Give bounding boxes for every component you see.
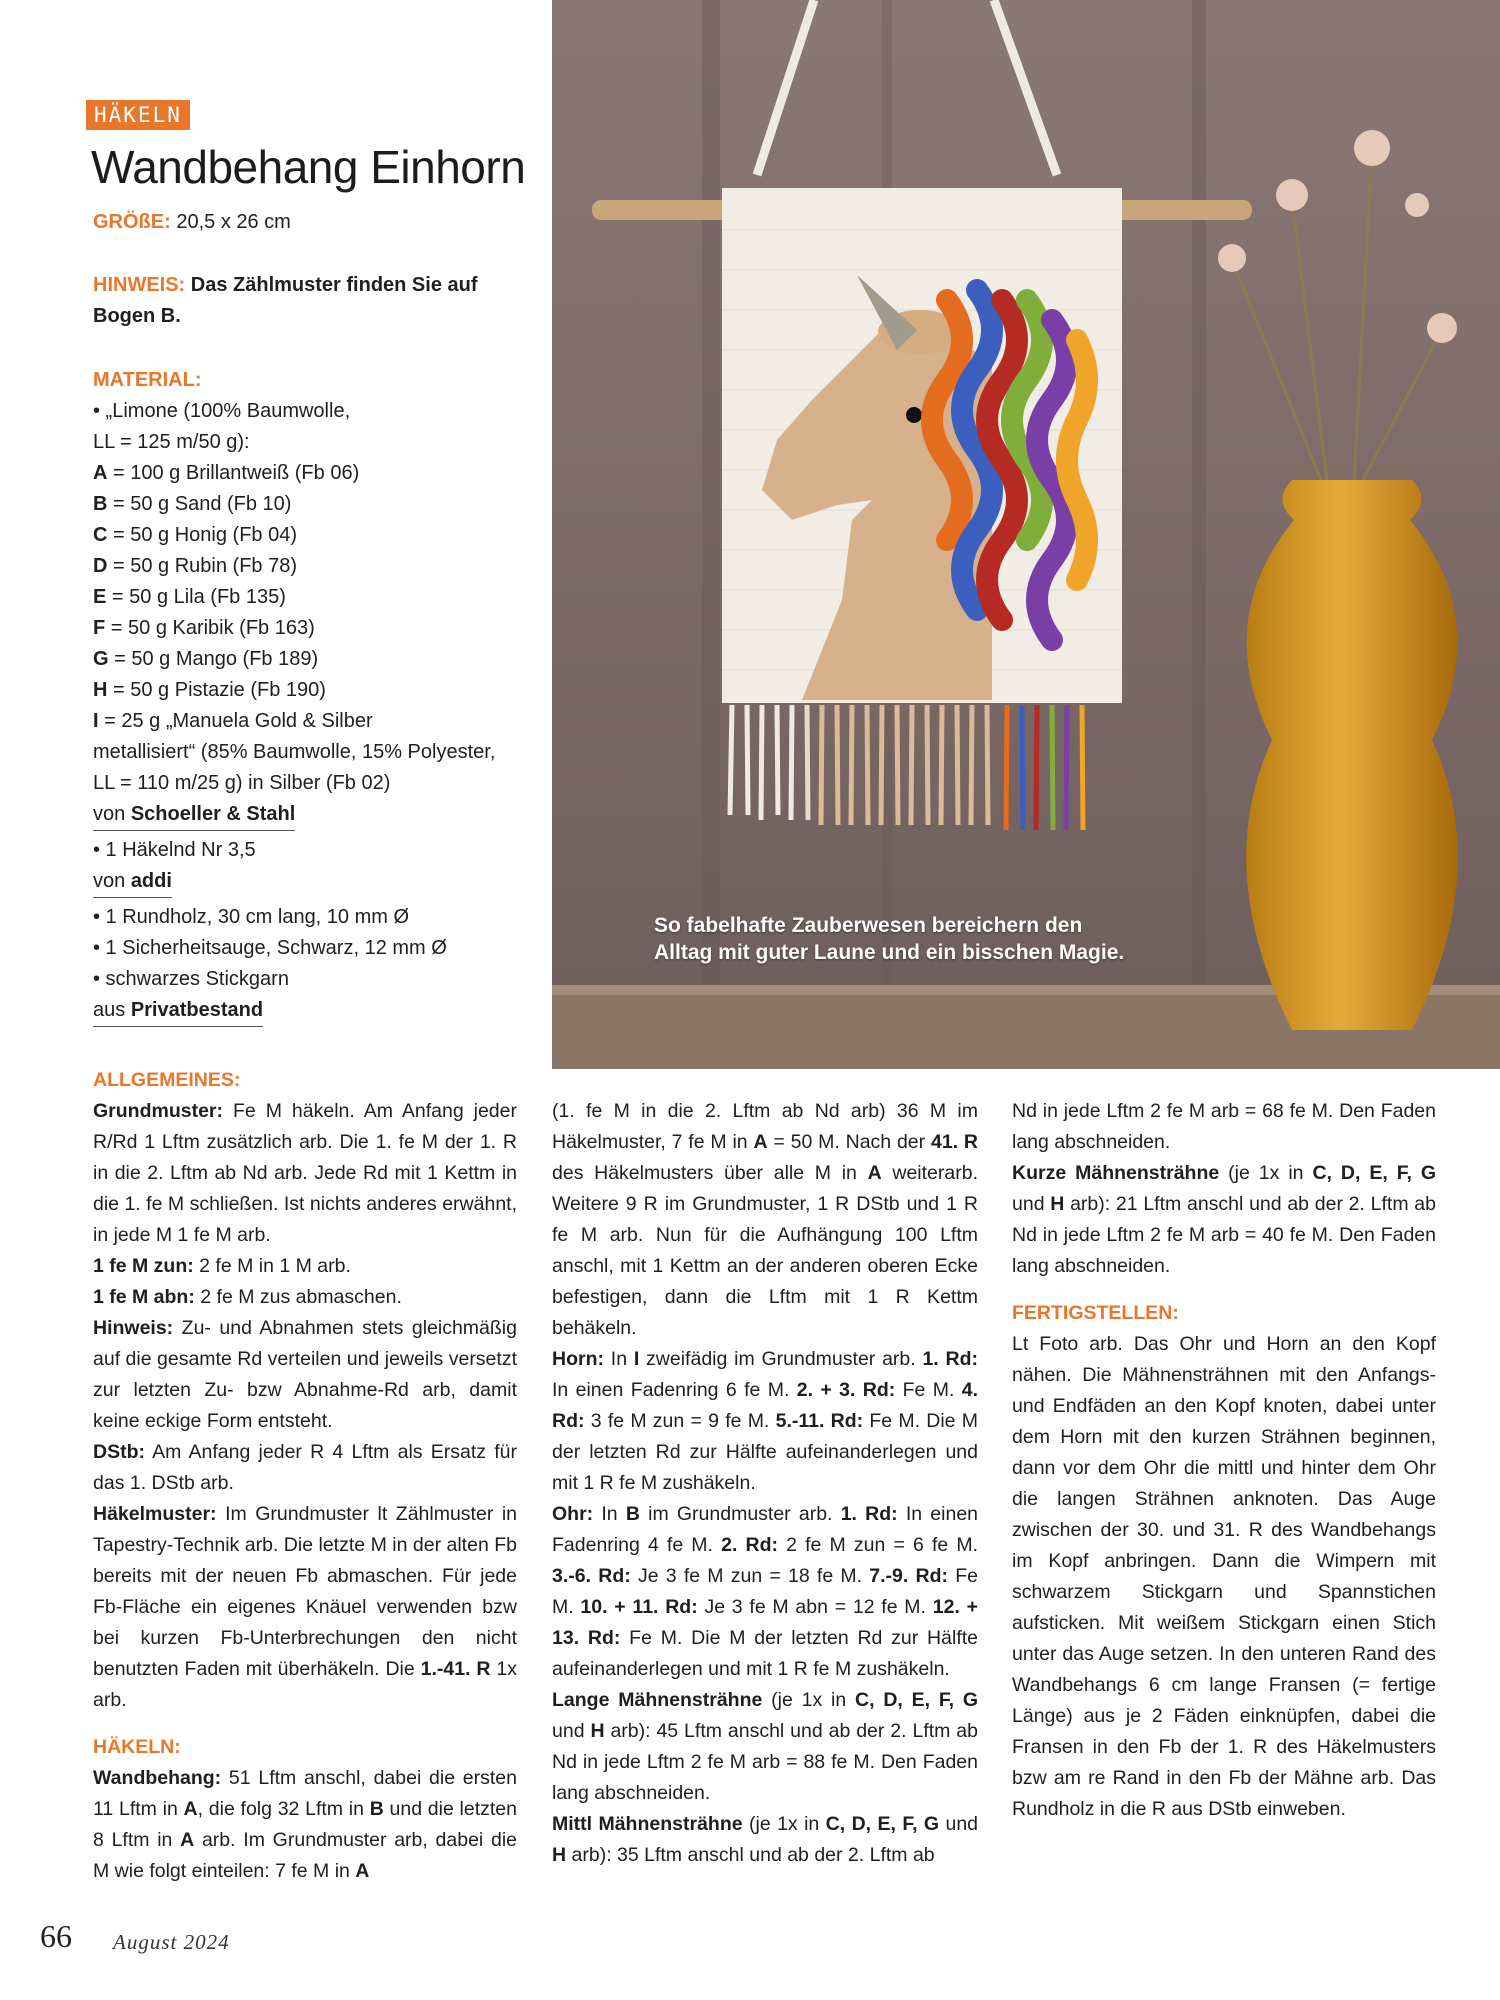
material-line-4: LL = 110 m/25 g) in Silber (Fb 02) [93,772,391,794]
yarn-list [93,458,523,737]
term-lange-maehne: Lange Mähnensträhne [552,1689,763,1711]
para-dstb [93,1437,517,1499]
size-value: 20,5 x 26 cm [176,211,291,233]
yarn-desc: = 25 g „Manuela Gold & Silber [98,710,373,732]
text-horn-2: zweifädig im Grundmuster arb. [639,1348,923,1370]
yarn-key: H [93,679,108,701]
term-rows: 1.-41. R [420,1658,491,1680]
yarn-a: A [753,1131,768,1153]
supplier-2-name: addi [130,870,172,892]
yarn-list-inline: C, D, E, F, G [855,1689,978,1711]
yarn-desc: = 50 g Rubin (Fb 78) [107,555,298,577]
supplier-3 [93,995,523,1027]
size-line [93,207,523,238]
page-number: 66 [40,1918,72,1954]
text-ohr-4: 2 fe M zun = 6 fe M. [778,1534,979,1556]
yarn-desc: = 50 g Lila (Fb 135) [106,586,286,608]
heading-allgemeines: ALLGEMEINES: [93,1069,241,1091]
yarn-desc: = 50 g Sand (Fb 10) [107,493,292,515]
extra-line-2: • 1 Sicherheitsauge, Schwarz, 12 mm Ø [93,937,447,959]
term-abn: 1 fe M abn: [93,1286,195,1308]
yarn-key: E [93,586,107,608]
text-lang-1: (je 1x in [762,1689,856,1711]
yarn-h: H [590,1720,605,1742]
column-3 [1012,1096,1436,1825]
term-rd: 2. + 3. Rd: [796,1379,896,1401]
text-kurz-1: (je 1x in [1219,1162,1313,1184]
text-ohr-8: Fe M. Die M der letzten Rd zur Hälfte aufeinanderlegen und mit 1 R fe M zushäkeln. [552,1627,978,1680]
yarn-desc: = 50 g Karibik (Fb 163) [105,617,315,639]
para-mittl-maehne [552,1809,978,1871]
text-ohr-3: In einen Fadenring 4 fe M. [552,1503,979,1556]
term-mittl-maehne: Mittl Mähnensträhne [552,1813,743,1835]
supplier-1 [93,799,523,831]
text-grundmuster: Fe M häkeln. Am Anfang jeder R/Rd 1 Lftm zusätzlich arb. Die 1. fe M der 1. R in die 2. Lftm ab Nd arb. Jede Rd mit 1 Kettm in die 1. fe M schließen. Ist nichts anderes erwähnt, in jede M 1 fe M arb. [93,1100,517,1246]
para-abn [93,1282,517,1313]
material-line-1: • „Limone (100% Baumwolle, [93,400,351,422]
text-lang-2: und [552,1720,591,1742]
material-line-3: metallisiert“ (85% Baumwolle, 15% Polyester, [93,741,496,763]
yarn-a: A [183,1798,198,1820]
yarn-item [93,675,523,706]
term-rd: 1. Rd: [922,1348,978,1370]
supplier-3-name: Privatbestand [130,999,264,1021]
yarn-desc: = 50 g Mango (Fb 189) [108,648,319,670]
category-tag: HÄKELN [86,100,190,130]
caption-line-1: So fabelhafte Zauberwesen bereichern den [654,914,1083,937]
yarn-b: B [625,1503,640,1525]
yarn-item [93,644,523,675]
term-wandbehang: Wandbehang: [93,1767,222,1789]
yarn-desc: = 100 g Brillantweiß (Fb 06) [107,462,360,484]
yarn-a: A [355,1860,370,1882]
text-horn-6: Fe M. Die M der letzten Rd zur Hälfte aufeinanderlegen und mit 1 R fe M zushäkeln. [552,1410,978,1494]
text-mittl-3: arb): 35 Lftm anschl und ab der 2. Lftm ab [566,1844,935,1866]
note-block [93,270,523,332]
yarn-h: H [552,1844,567,1866]
yarn-list-inline: C, D, E, F, G [825,1813,940,1835]
supplier-2 [93,866,523,898]
text-horn-4: Fe M. [895,1379,962,1401]
caption-line-2: Alltag mit guter Laune und ein bisschen Magie. [654,941,1125,964]
yarn-desc: = 50 g Pistazie (Fb 190) [107,679,326,701]
yarn-key: A [93,462,108,484]
text-kurz-2: und [1012,1193,1051,1215]
term-kurze-maehne: Kurze Mähnensträhne [1012,1162,1220,1184]
yarn-key: G [93,648,109,670]
text-lang-3: arb): 45 Lftm anschl und ab der 2. Lftm ab Nd in jede Lftm 2 fe M arb = 88 fe M. Den Faden lang abschneiden. [552,1720,979,1804]
text-hinweis: Zu- und Abnahmen stets gleichmäßig auf die gesamte Rd verteilen und jeweils versetzt zur letzten Zu- bzw Abnahme-Rd arb, damit keine eckige Form entsteht. [93,1317,517,1432]
term-rd: 4. Rd: [552,1379,979,1432]
text-kurz-3: arb): 21 Lftm anschl und ab der 2. Lftm ab Nd in jede Lftm 2 fe M arb = 40 fe M. Den Faden lang abschneiden. [1012,1193,1436,1277]
para-horn [552,1344,978,1499]
yarn-h: H [1050,1193,1065,1215]
term-ohr: Ohr: [552,1503,594,1525]
text-wand-3: und die letzten 8 Lftm in [93,1798,517,1851]
para-haekelmuster [93,1499,517,1716]
text-haekelmuster: Im Grundmuster lt Zählmuster in Tapestry-Technik arb. Die letzte M in der alten Fb bereits mit der neuen Fb abmaschen. Für jede Fb-Fläche ein eigenes Knäuel verwenden bzw bei kurzen Fb-Unterbrechungen den nicht benutzten Faden mit überhäkeln. Die [93,1503,517,1680]
text-zun: 2 fe M in 1 M arb. [193,1255,351,1277]
para-kurze-maehne [1012,1158,1436,1282]
term-rd: 12. + 13. Rd: [552,1596,978,1649]
para-grundmuster [93,1096,517,1251]
term-zun: 1 fe M zun: [93,1255,194,1277]
yarn-key: F [93,617,106,639]
note-label: HINWEIS: [93,274,186,296]
yarn-key: C [93,524,108,546]
yarn-desc: = 50 g Honig (Fb 04) [107,524,298,546]
text-ohr-2: im Grundmuster arb. [639,1503,841,1525]
para-hinweis [93,1313,517,1437]
yarn-item [93,582,523,613]
yarn-key: D [93,555,108,577]
term-grundmuster: Grundmuster: [93,1100,224,1122]
supplier-1-prefix: von [93,803,131,825]
text-wand-2: , die folg 32 Lftm in [197,1798,370,1820]
term-row-41: 41. R [930,1131,979,1153]
term-rd: 2. Rd: [721,1534,778,1556]
supplier-2-prefix: von [93,870,131,892]
yarn-i: I [633,1348,640,1370]
text-c2-4: weiterarb. Weitere 9 R im Grundmuster, 1 R DStb und 1 R fe M arb. Nun für die Aufhängung 100 Lftm anschl, mit 1 Kettm an der anderen oberen Ecke befestigen, dann die Lftm mit 1 R Kettm behäkeln. [552,1162,978,1339]
text-wand-1: 51 Lftm anschl, dabei die ersten 11 Lftm in [93,1767,517,1820]
yarn-item [93,458,523,489]
para-fertigstellen: Lt Foto arb. Das Ohr und Horn an den Kopf nähen. Die Mähnensträhnen mit den Anfangs- und Endfäden an den Kopf knoten, dabei unter dem Horn mit den kurzen Strähnen beginnen, dann vor dem Ohr die mittl und hinter dem Ohr die langen Strähnen anknoten. Das Auge zwischen der 30. und 31. R des Wandbehangs im Kopf anbringen. Dann die Wimpern mit schwarzem Stickgarn und Spannstichen aufsticken. Mit weißem Stickgarn einen Stich unter das Auge setzen. In den unteren Rand des Wandbehangs 6 cm lange Fransen (= fertige Länge) aus je 2 Fäden einknüpfen, dabei die Fransen in den Fb der 1. R des Häkelmusters bzw am re Rand in den Fb der Mähne arb. Das Rundholz in die R aus DStb einweben. [1012,1333,1436,1820]
text-mittl-1: (je 1x in [742,1813,826,1835]
yarn-item [93,551,523,582]
material-line-2: LL = 125 m/50 g): [93,431,250,453]
term-rd: 5.-11. Rd: [775,1410,864,1432]
column-1 [93,1065,517,1887]
column-2 [552,1096,978,1871]
term-rd: 10. + 11. Rd: [580,1596,698,1618]
term-rd: 1. Rd: [840,1503,898,1525]
hook-line: • 1 Häkelnd Nr 3,5 [93,839,256,861]
note-text-2: Bogen B. [93,305,181,327]
term-dstb: DStb: [93,1441,145,1463]
term-rd: 3.-6. Rd: [552,1565,631,1587]
para-wandbehang [93,1763,517,1887]
yarn-item [93,520,523,551]
product-photo [552,0,1500,1069]
text-ohr-7: Je 3 fe M abn = 12 fe M. [697,1596,933,1618]
yarn-key: I [93,710,99,732]
term-hinweis: Hinweis: [93,1317,174,1339]
para-c3-continue: Nd in jede Lftm 2 fe M arb = 68 fe M. Den Faden lang abschneiden. [1012,1100,1436,1153]
text-c2-1: (1. fe M in die 2. Lftm ab Nd arb) 36 M im Häkelmuster, 7 fe M in [552,1100,978,1153]
heading-haekeln: HÄKELN: [93,1736,181,1758]
photo-caption [654,912,1174,966]
yarn-b: B [369,1798,384,1820]
material-block [93,365,523,1027]
term-horn: Horn: [552,1348,604,1370]
extra-line-3: • schwarzes Stickgarn [93,968,289,990]
text-ohr-6: Fe M. [552,1565,978,1618]
note-text-1: Das Zählmuster finden Sie auf [190,274,478,296]
para-lange-maehne [552,1685,978,1809]
issue-date: August 2024 [113,1930,230,1954]
material-label: MATERIAL: [93,369,202,391]
supplier-3-prefix: aus [93,999,131,1021]
yarn-item [93,706,523,737]
supplier-1-name: Schoeller & Stahl [130,803,296,825]
wall-hanging-illustration [552,0,1500,1069]
yarn-item [93,613,523,644]
text-c2-3: des Häkelmusters über alle M in [552,1162,868,1184]
yarn-key: B [93,493,108,515]
yarn-a: A [180,1829,195,1851]
text-horn-5: 3 fe M zun = 9 fe M. [584,1410,776,1432]
text-wand-4: arb. Im Grundmuster arb, dabei die M wie folgt einteilen: 7 fe M in [93,1829,517,1882]
text-abn: 2 fe M zus abmaschen. [194,1286,402,1308]
text-ohr-5: Je 3 fe M zun = 18 fe M. [630,1565,870,1587]
para-continue [552,1096,978,1344]
page-title: Wandbehang Einhorn [91,141,526,193]
text-horn-3: In einen Fadenring 6 fe M. [552,1379,797,1401]
para-zun [93,1251,517,1282]
text-ohr-1: In [593,1503,626,1525]
text-haekelmuster-end: 1x arb. [93,1658,517,1711]
yarn-item [93,489,523,520]
size-label: GRÖßE: [93,211,171,233]
text-dstb: Am Anfang jeder R 4 Lftm als Ersatz für das 1. DStb arb. [93,1441,517,1494]
yarn-list-inline: C, D, E, F, G [1312,1162,1436,1184]
para-ohr [552,1499,978,1685]
yarn-a: A [867,1162,882,1184]
text-mittl-2: und [939,1813,979,1835]
extra-line-1: • 1 Rundholz, 30 cm lang, 10 mm Ø [93,906,410,928]
heading-fertigstellen: FERTIGSTELLEN: [1012,1302,1179,1324]
term-haekelmuster: Häkelmuster: [93,1503,217,1525]
text-c2-2: = 50 M. Nach der [767,1131,931,1153]
term-rd: 7.-9. Rd: [869,1565,949,1587]
text-horn-1: In [604,1348,634,1370]
